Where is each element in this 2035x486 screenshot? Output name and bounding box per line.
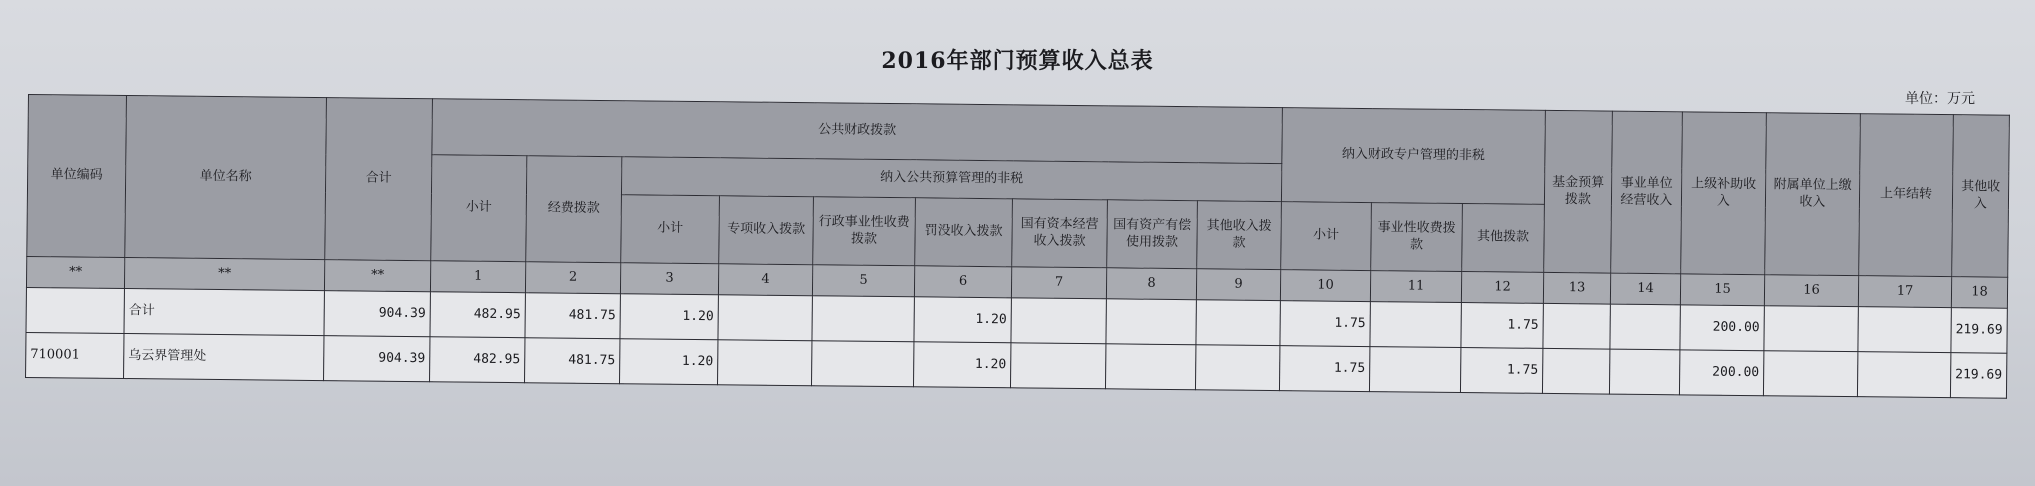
cell-value: 1.75 — [1461, 303, 1543, 349]
cell-value — [1195, 345, 1279, 391]
cell-value: 1.75 — [1460, 348, 1542, 394]
cell-value: 1.20 — [914, 297, 1011, 343]
cell-value — [1196, 300, 1280, 346]
cell-value: 904.39 — [324, 336, 430, 382]
cell-unit-code — [26, 287, 124, 333]
cell-value — [811, 341, 913, 387]
header-state-asset-use: 国有资产有偿使用拨款 — [1107, 200, 1198, 269]
header-affiliated-income: 附属单位上缴收入 — [1765, 113, 1861, 276]
cell-value: 200.00 — [1680, 305, 1764, 351]
index-cell: 13 — [1543, 272, 1610, 304]
cell-value — [1010, 343, 1105, 389]
cell-value — [1858, 307, 1951, 353]
cell-value — [1610, 304, 1680, 350]
index-cell: 16 — [1764, 275, 1858, 307]
header-sa-other: 其他拨款 — [1462, 204, 1545, 273]
index-cell: 3 — [620, 263, 718, 295]
cell-value: 219.69 — [1951, 308, 2007, 354]
header-fund-budget: 基金预算拨款 — [1544, 110, 1613, 273]
cell-value — [1763, 351, 1857, 397]
cell-value — [1542, 348, 1609, 394]
header-subtotal: 小计 — [431, 155, 527, 262]
cell-value: 200.00 — [1679, 350, 1763, 396]
cell-unit-code: 710001 — [26, 332, 124, 378]
index-cell: 2 — [525, 262, 620, 294]
index-cell: ** — [324, 260, 430, 292]
budget-table — [25, 94, 2010, 399]
cell-value: 1.75 — [1279, 346, 1369, 392]
header-total: 合计 — [325, 98, 433, 261]
cell-value: 481.75 — [525, 338, 620, 384]
header-nt-subtotal: 小计 — [621, 195, 720, 264]
index-cell: 9 — [1196, 269, 1280, 301]
header-special-account-non-tax: 纳入财政专户管理的非税 — [1281, 108, 1545, 205]
cell-unit-name: 合计 — [124, 289, 324, 336]
index-cell: 15 — [1680, 274, 1764, 306]
index-cell: 18 — [1951, 277, 2007, 309]
cell-value — [1764, 306, 1858, 352]
index-cell: 8 — [1106, 268, 1196, 300]
cell-value: 1.20 — [913, 342, 1010, 388]
cell-value: 1.20 — [619, 339, 717, 385]
header-unit-name: 单位名称 — [125, 96, 327, 260]
cell-value — [1106, 299, 1196, 345]
cell-value: 1.75 — [1280, 301, 1370, 347]
index-cell: 17 — [1858, 276, 1951, 308]
cell-value — [1543, 303, 1610, 349]
cell-value — [1857, 352, 1950, 398]
header-public-service-fee: 事业性收费拨款 — [1371, 203, 1463, 272]
header-operating-allocation: 经费拨款 — [526, 156, 622, 263]
header-unit-code: 单位编码 — [27, 95, 127, 258]
index-cell: 14 — [1610, 273, 1680, 305]
cell-value — [812, 296, 914, 342]
cell-value — [1370, 302, 1461, 348]
cell-value: 219.69 — [1950, 353, 2006, 399]
cell-value — [717, 340, 811, 386]
header-other-income: 其他收入 — [1952, 115, 2010, 278]
cell-value — [718, 295, 812, 341]
header-sa-subtotal: 小计 — [1281, 202, 1372, 271]
index-cell: ** — [26, 256, 124, 288]
index-cell: 12 — [1461, 272, 1543, 304]
cell-value — [1369, 347, 1460, 393]
cell-unit-name: 乌云界管理处 — [124, 334, 324, 381]
header-state-capital: 国有资本经营收入拨款 — [1012, 199, 1108, 268]
index-cell: 10 — [1280, 270, 1370, 302]
index-cell: ** — [124, 258, 324, 291]
cell-value — [1609, 349, 1679, 395]
header-confiscation: 罚没收入拨款 — [915, 198, 1013, 267]
index-cell: 1 — [430, 261, 525, 293]
cell-value: 904.39 — [324, 291, 430, 337]
cell-value — [1105, 344, 1195, 390]
index-cell: 6 — [914, 266, 1011, 298]
header-business-income: 事业单位经营收入 — [1611, 111, 1683, 274]
cell-value — [1011, 298, 1106, 344]
header-public-fiscal: 公共财政拨款 — [432, 99, 1283, 164]
index-cell: 11 — [1370, 271, 1461, 303]
cell-value: 482.95 — [430, 337, 525, 383]
header-carry-over: 上年结转 — [1859, 114, 1954, 277]
cell-value: 481.75 — [525, 293, 620, 339]
header-admin-fee: 行政事业性收费拨款 — [813, 197, 916, 266]
index-cell: 7 — [1011, 267, 1106, 299]
header-superior-subsidy: 上级补助收入 — [1681, 112, 1767, 275]
cell-value: 482.95 — [430, 292, 525, 338]
index-cell: 5 — [812, 265, 914, 297]
page-title: 2016年部门预算收入总表 — [881, 48, 1154, 74]
index-cell: 4 — [718, 264, 812, 296]
table-header — [26, 95, 2009, 309]
cell-value: 1.20 — [620, 294, 718, 340]
budget-table-sheet — [25, 94, 2010, 399]
header-non-tax-in-budget: 纳入公共预算管理的非税 — [621, 157, 1281, 202]
header-other-income-alloc: 其他收入拨款 — [1197, 201, 1282, 270]
unit-label: 单位：万元 — [1905, 91, 1975, 107]
header-special-revenue: 专项收入拨款 — [719, 196, 814, 265]
